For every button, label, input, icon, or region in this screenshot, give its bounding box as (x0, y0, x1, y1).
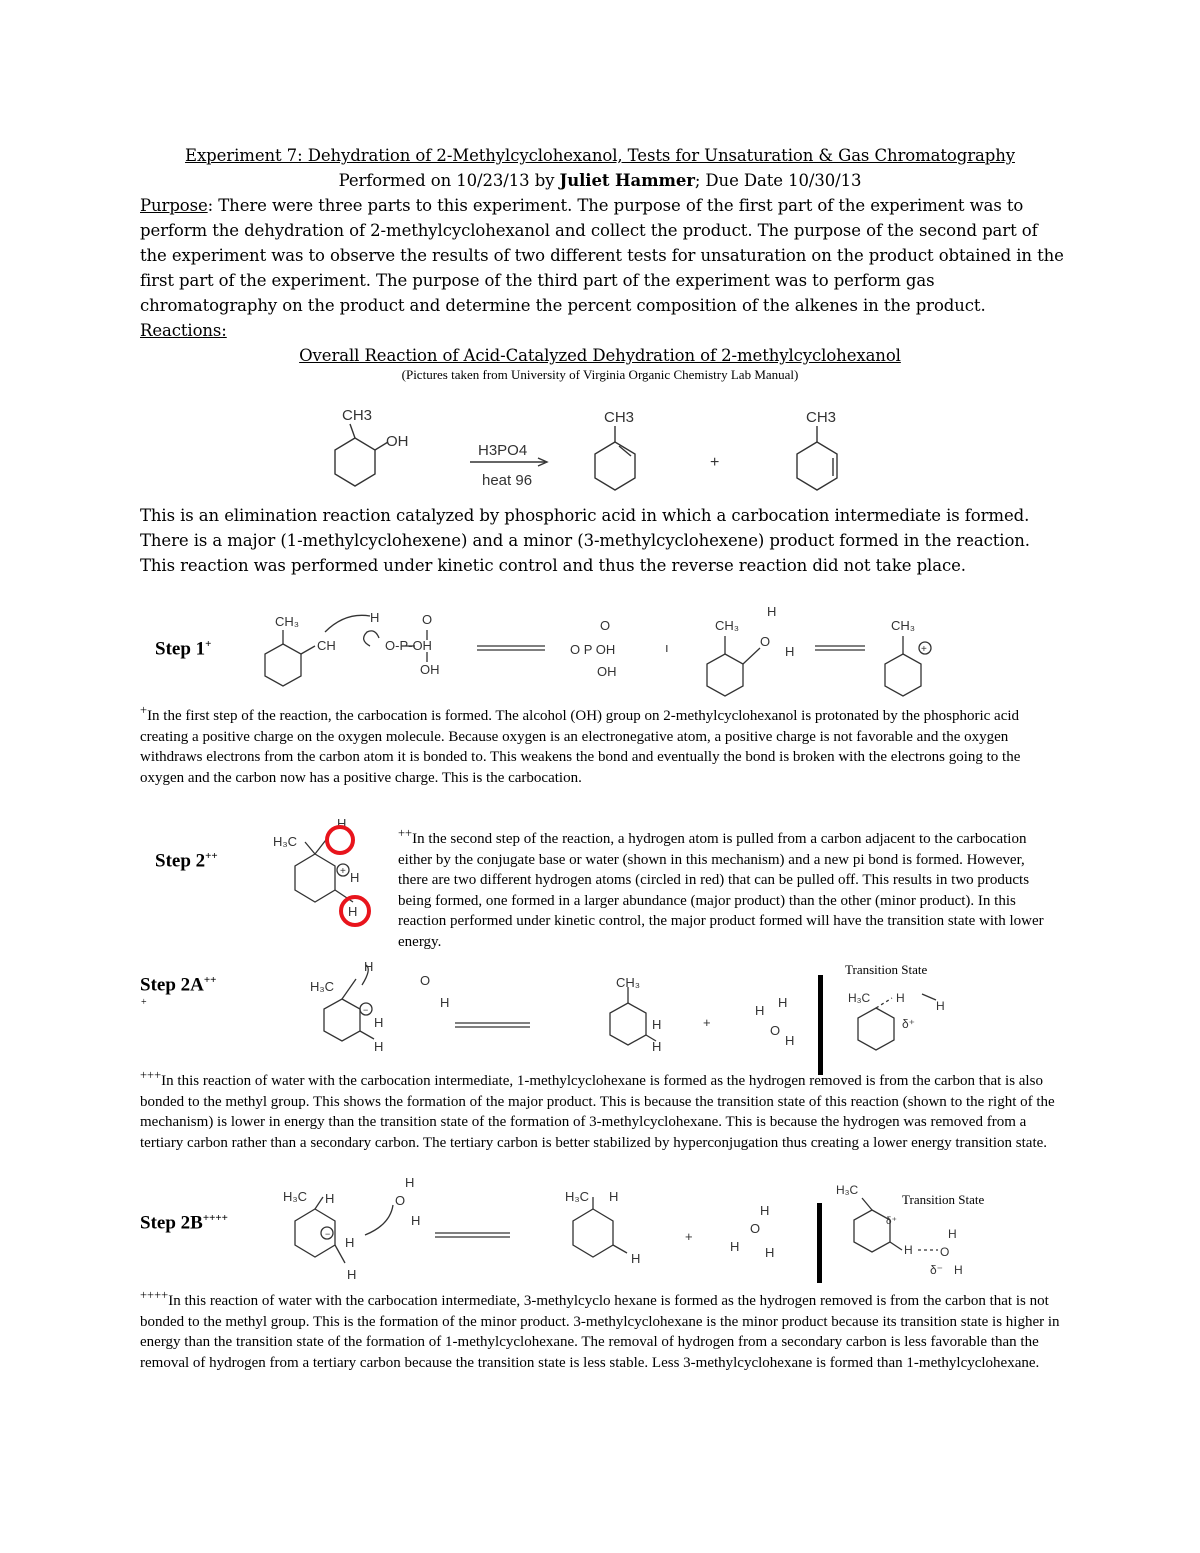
svg-text:H: H (348, 904, 358, 919)
cyclohexane-ring (858, 1008, 894, 1050)
step2-label: Step 2++ (155, 850, 218, 872)
step2a-label: Step 2A++ (140, 974, 217, 996)
svg-text:H₃C: H₃C (310, 979, 335, 994)
cyclohexane-ring (265, 644, 301, 686)
cyclohexane-ring (324, 999, 360, 1041)
svg-text:H: H (904, 1243, 913, 1257)
step2a-note: +++In this reaction of water with the carbocation intermediate, 1-methylcyclohexane is formed as the hydrogen removed is from the carbon that is also bonded to the methyl group. This shows the formation of the major product. This is because the transition state of this reaction (shown to the right of the mechanism) is lower in energy than the transition state of the formation of 3-methylcyclohexane. This is because the hydrogen was removed from a tertiary carbon rather than a secondary carbon. The tertiary carbon is better stabilized by hyperconjugation thus creating a lower energy transition state. (140, 1068, 1055, 1151)
svg-text:δ⁻: δ⁻ (930, 1263, 944, 1277)
svg-text:H: H (760, 1203, 770, 1218)
svg-text:CH3: CH3 (806, 409, 837, 426)
svg-text:+: + (921, 644, 927, 655)
divider-bar (817, 1203, 822, 1283)
svg-text:O: O (760, 634, 771, 649)
step2a-marker: + (141, 997, 147, 1008)
purpose-label: Purpose (140, 196, 208, 215)
step2a-mechanism (300, 955, 820, 1065)
svg-text:H: H (350, 870, 360, 885)
svg-text:H: H (440, 995, 450, 1010)
svg-text:+: + (340, 866, 346, 877)
svg-text:CH3: CH3 (342, 407, 373, 424)
svg-text:ı: ı (665, 640, 669, 655)
document-title: Experiment 7: Dehydration of 2-Methylcyclohexanol, Tests for Unsaturation & Gas Chromatography (185, 146, 1015, 165)
svg-text:+: + (703, 1015, 711, 1030)
cyclohexane-ring (295, 854, 335, 902)
svg-text:H₃C: H₃C (836, 1183, 859, 1197)
svg-text:H: H (337, 816, 347, 831)
transition-state-label: Transition State (845, 962, 928, 977)
pictures-credit: (Pictures taken from University of Virginia Organic Chemistry Lab Manual) (401, 367, 799, 382)
svg-text:−: − (363, 1005, 369, 1015)
svg-text:δ⁺: δ⁺ (886, 1216, 897, 1227)
svg-text:H: H (896, 991, 905, 1005)
purpose-paragraph: Purpose: There were three parts to this experiment. The purpose of the first part of the experiment was to perform the dehydration of 2-methylcyclohexanol and collect the product. The purpose of the second part of the experiment was to observe the results of two different tests for unsaturation on the product obtained in the first part of the experiment. The purpose of the third part of the experiment was to perform gas chromatography on the product and determine the percent composition of the alkenes in the product. (140, 196, 1064, 315)
svg-text:H: H (631, 1251, 641, 1266)
svg-text:O: O (395, 1193, 406, 1208)
svg-text:H: H (405, 1175, 415, 1190)
step2b-mechanism (275, 1175, 795, 1285)
svg-text:O: O (940, 1245, 950, 1259)
svg-text:+: + (685, 1229, 693, 1244)
step2b-label: Step 2B++++ (140, 1212, 228, 1234)
svg-text:H: H (364, 959, 374, 974)
svg-text:H: H (345, 1235, 355, 1250)
svg-text:H: H (755, 1003, 765, 1018)
svg-text:O P OH: O P OH (570, 642, 616, 657)
methylcyclohexene-ring-minor (797, 442, 837, 490)
svg-text:OH: OH (420, 662, 440, 677)
transition-state-2a (840, 980, 960, 1060)
svg-text:H: H (785, 644, 795, 659)
svg-text:H: H (954, 1263, 963, 1277)
overall-reaction-scheme (320, 400, 880, 500)
svg-text:H₃C: H₃C (565, 1189, 590, 1204)
overall-reaction-heading: Overall Reaction of Acid-Catalyzed Dehydration of 2-methylcyclohexanol (299, 346, 901, 365)
svg-text:H: H (374, 1015, 384, 1030)
svg-text:H₃C: H₃C (283, 1189, 308, 1204)
svg-text:O: O (600, 618, 611, 633)
svg-text:H: H (370, 610, 380, 625)
svg-text:CH: CH (317, 638, 336, 653)
svg-text:OH: OH (386, 433, 409, 450)
svg-text:H: H (652, 1017, 662, 1032)
performed-line: Performed on 10/23/13 by Juliet Hammer; Due Date 10/30/13 (338, 171, 862, 190)
curved-arrow (325, 615, 370, 632)
svg-text:O: O (420, 973, 431, 988)
svg-text:O-P-OH: O-P-OH (385, 638, 432, 653)
svg-text:CH₃: CH₃ (616, 975, 641, 990)
reagent-label: H3PO4 (478, 442, 528, 459)
svg-text:H: H (730, 1239, 740, 1254)
svg-text:CH₃: CH₃ (891, 618, 916, 633)
cyclohexane-ring (854, 1210, 890, 1252)
cyclohexane-ring (335, 438, 375, 486)
svg-text:+: + (710, 454, 720, 471)
svg-text:H: H (374, 1039, 384, 1054)
svg-text:H: H (765, 1245, 775, 1260)
divider-bar (818, 975, 823, 1075)
svg-text:H: H (609, 1189, 619, 1204)
elimination-paragraph: This is an elimination reaction catalyzed by phosphoric acid in which a carbocation intermediate is formed. There is a major (1-methylcyclohexene) and a minor (3-methylcyclohexene) product formed in the reaction. This reaction was performed under kinetic control and thus the reverse reaction did not take place. (140, 506, 1030, 575)
svg-text:H: H (778, 995, 788, 1010)
cyclohexane-ring (707, 654, 743, 696)
svg-text:O: O (422, 612, 433, 627)
svg-text:H: H (785, 1033, 795, 1048)
methylcyclohexene-ring (595, 442, 635, 490)
reactions-label: Reactions: (140, 321, 227, 340)
svg-text:H: H (767, 604, 777, 619)
step2-note: ++In the second step of the reaction, a hydrogen atom is pulled from a carbon adjacent to the carbocation either by the conjugate base or water (shown in this mechanism) and a new pi bond is formed. However, there are two different hydrogen atoms (circled in red) that can be pulled off. This results in two products being formed, one formed in a larger abundance (major product) than the other (minor product). In this reaction performed under kinetic control, the major product formed will have the transition state with lower energy. (398, 826, 1044, 950)
step2b-note: ++++In this reaction of water with the carbocation intermediate, 3-methylcyclo hexane is formed as the hydrogen removed is from the carbon that is not bonded to the methyl group. This is the formation of the minor product. 3-methylcyclohexane is the minor product because its transition state is higher in energy than the transition state of the formation of 1-methylcyclohexane. The removal of hydrogen from a secondary carbon is less favorable than the removal of hydrogen from a tertiary carbon because the transition state is less stable. Less 3-methylcyclohexane is formed than 1-methylcyclohexane. (140, 1288, 1060, 1371)
svg-text:H: H (652, 1039, 662, 1054)
cyclohexane-ring (573, 1209, 613, 1257)
svg-text:CH₃: CH₃ (715, 618, 740, 633)
step1-note: +In the first step of the reaction, the carbocation is formed. The alcohol (OH) group on 2-methylcyclohexanol is protonated by the phosphoric acid creating a positive charge on the oxygen molecule. Because oxygen is an electronegative atom, a positive charge is not favorable and the oxygen withdraws electrons from the carbon atom it is bonded to. This weakens the bond and eventually the bond is broken with the electrons going to the oxygen and the carbon now has a positive charge. This is the carbocation. (140, 703, 1021, 786)
transition-state-2b (830, 1180, 980, 1280)
svg-text:H: H (936, 999, 945, 1013)
author-name: Juliet Hammer (559, 171, 695, 190)
svg-text:O: O (750, 1221, 761, 1236)
svg-text:−: − (325, 1229, 331, 1239)
methylcyclohexene-ring (610, 1003, 646, 1045)
svg-text:H: H (325, 1191, 335, 1206)
svg-text:δ⁺: δ⁺ (902, 1017, 916, 1031)
svg-text:H: H (948, 1227, 957, 1241)
svg-text:CH3: CH3 (604, 409, 635, 426)
condition-label: heat 96 (482, 472, 533, 489)
svg-text:H₃C: H₃C (848, 991, 871, 1005)
svg-text:OH: OH (597, 664, 617, 679)
step2-carbocation (265, 810, 390, 935)
step1-label: Step 1+ (155, 638, 212, 660)
transition-state-label: Transition State (902, 1192, 985, 1207)
svg-text:H: H (347, 1267, 357, 1282)
svg-text:H₃C: H₃C (273, 834, 298, 849)
svg-text:H: H (411, 1213, 421, 1228)
svg-text:CH₃: CH₃ (275, 614, 300, 629)
step1-mechanism (255, 600, 955, 700)
svg-text:O: O (770, 1023, 781, 1038)
carbocation-ring (885, 654, 921, 696)
